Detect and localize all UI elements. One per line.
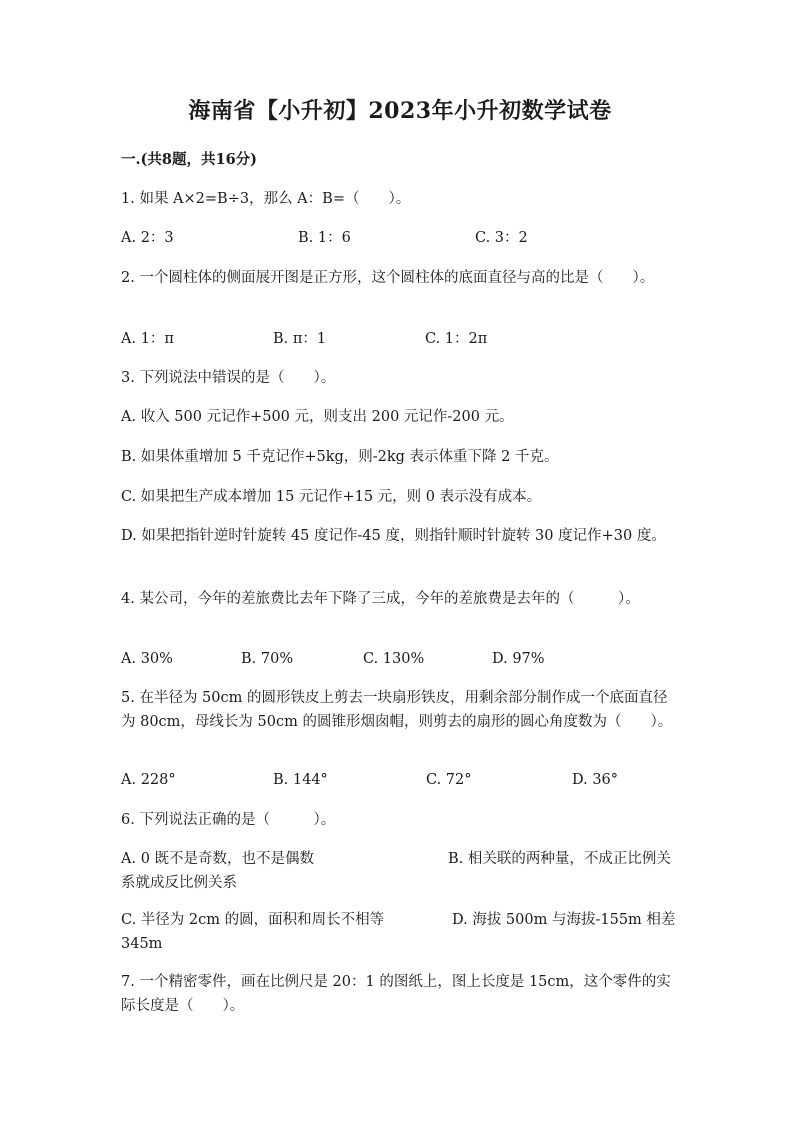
- question-4-option-d[interactable]: D. 97%: [492, 651, 545, 667]
- question-2-option-a[interactable]: A. 1：π: [121, 331, 174, 347]
- question-5-option-c[interactable]: C. 72°: [426, 772, 472, 788]
- question-3-stem: 3. 下列说法中错误的是（ ）。: [121, 370, 336, 386]
- question-4-option-c[interactable]: C. 130%: [363, 651, 425, 667]
- question-2-option-c[interactable]: C. 1：2π: [425, 331, 488, 347]
- question-6-option-b[interactable]: B. 相关联的两种量，不成正比例关系就成反比例关系: [121, 851, 671, 891]
- exam-title: 海南省【小升初】2023年小升初数学试卷: [188, 98, 612, 124]
- question-1-option-c[interactable]: C. 3：2: [475, 230, 528, 246]
- question-4-option-a[interactable]: A. 30%: [121, 651, 173, 667]
- question-4-stem: 4. 某公司，今年的差旅费比去年下降了三成，今年的差旅费是去年的（ ）。: [121, 591, 640, 607]
- question-6-option-d[interactable]: D. 海拔 500m 与海拔-155m 相差 345m: [121, 912, 676, 952]
- question-5-stem: 5. 在半径为 50cm 的圆形铁皮上剪去一块扇形铁皮，用剩余部分制作成一个底面直径为 80cm，母线长为 50cm 的圆锥形烟囱帽，则剪去的扇形的圆心角度数为（ ）。: [121, 690, 673, 730]
- question-4-option-b[interactable]: B. 70%: [241, 651, 294, 667]
- question-1-option-b[interactable]: B. 1：6: [298, 230, 351, 246]
- question-1-option-a[interactable]: A. 2：3: [121, 230, 174, 246]
- question-6-stem: 6. 下列说法正确的是（ ）。: [121, 812, 336, 828]
- question-3-option-a[interactable]: A. 收入 500 元记作+500 元，则支出 200 元记作-200 元。: [121, 409, 514, 425]
- question-5-option-d[interactable]: D. 36°: [572, 772, 619, 788]
- question-2-stem: 2. 一个圆柱体的侧面展开图是正方形，这个圆柱体的底面直径与高的比是（ ）。: [121, 270, 655, 286]
- question-5-option-b[interactable]: B. 144°: [273, 772, 328, 788]
- question-6-option-a[interactable]: A. 0 既不是奇数，也不是偶数: [121, 851, 315, 867]
- question-6-option-c[interactable]: C. 半径为 2cm 的圆，面积和周长不相等: [121, 912, 385, 928]
- question-3-option-c[interactable]: C. 如果把生产成本增加 15 元记作+15 元，则 0 表示没有成本。: [121, 489, 542, 505]
- question-2-option-b[interactable]: B. π：1: [273, 331, 327, 347]
- question-1-stem: 1. 如果 A×2=B÷3，那么 A：B=（ ）。: [121, 191, 411, 207]
- question-5-option-a[interactable]: A. 228°: [121, 772, 176, 788]
- question-3-option-d[interactable]: D. 如果把指针逆时针旋转 45 度记作-45 度，则指针顺时针旋转 30 度记作+30 度。: [121, 528, 666, 544]
- question-7-stem: 7. 一个精密零件，画在比例尺是 20：1 的图纸上，图上长度是 15cm，这个零件的实际长度是（ ）。: [121, 974, 671, 1014]
- question-3-option-b[interactable]: B. 如果体重增加 5 千克记作+5kg，则-2kg 表示体重下降 2 千克。: [121, 449, 559, 465]
- section-heading: 一.(共8题，共16分): [121, 151, 258, 168]
